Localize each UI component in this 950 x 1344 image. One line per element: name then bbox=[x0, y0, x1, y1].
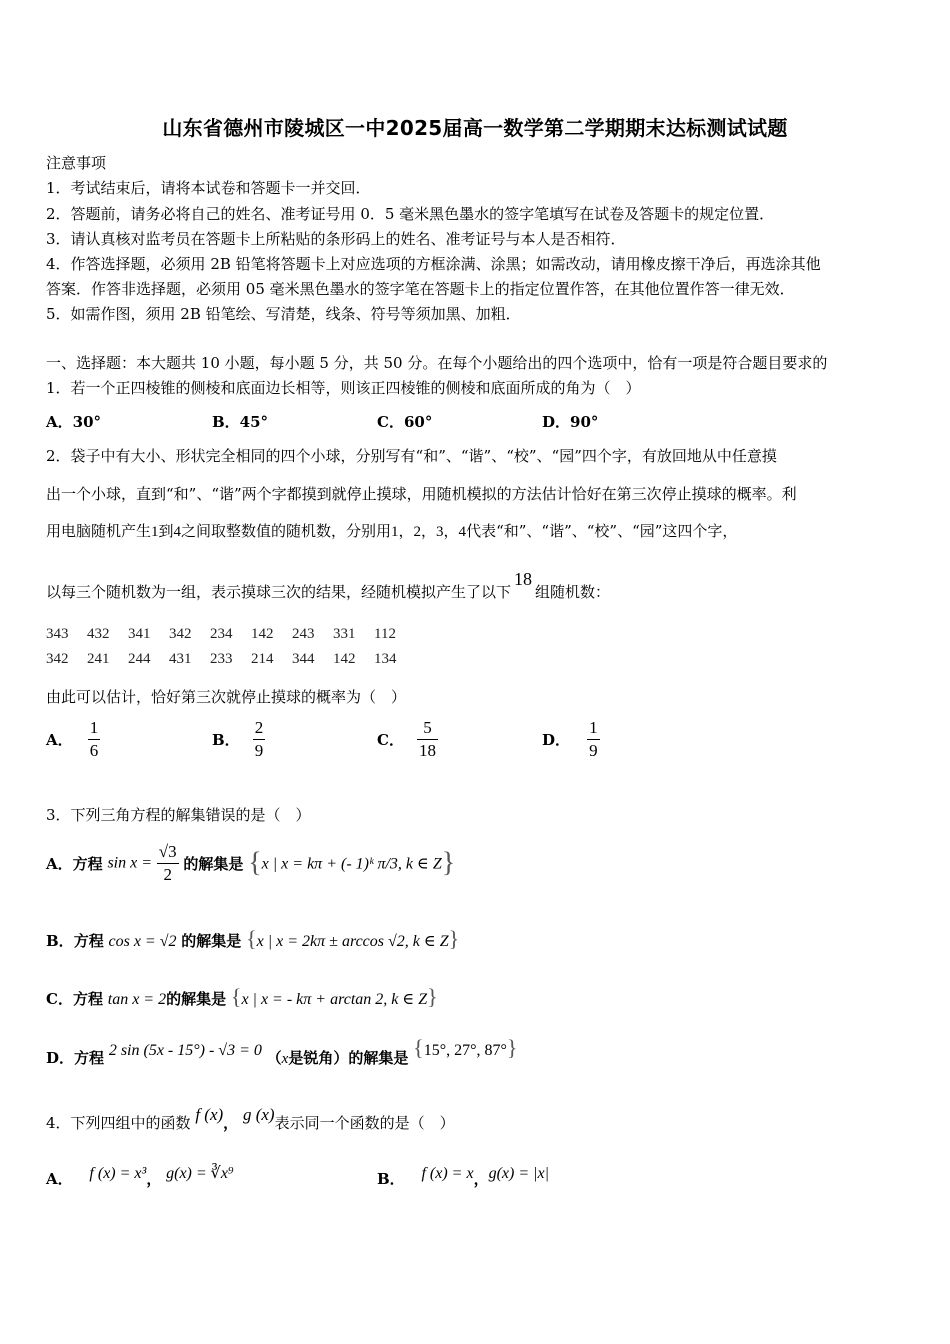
q4-option-b: B． f (x) = x，g(x) = |x| bbox=[377, 1165, 550, 1188]
question-2-line-1: 2．袋子中有大小、形状完全相同的四个小球，分别写有“和”、“谐”、“校”、“园”四个字，有放回地从中任意摸 bbox=[46, 447, 777, 465]
q3-option-a: A．方程 sin x = $\frac{√3}{2}$ 的解集是 {x | x = kπ + (- 1)ᵏ π/3, k ∈ Z} bbox=[46, 842, 456, 884]
notice-item-4: 4．作答选择题，必须用 2B 铅笔将答题卡上对应选项的方框涂满、涂黑；如需改动，请用橡皮擦干净后，再选涂其他 bbox=[46, 255, 821, 273]
notice-heading: 注意事项 bbox=[46, 154, 107, 172]
question-2-line-2: 出一个小球，直到“和”、“谐”两个字都摸到就停止摸球，用随机模拟的方法估计恰好在第三次停止摸球的概率。利 bbox=[46, 485, 797, 503]
question-2-ask: 由此可以估计，恰好第三次就停止摸球的概率为（ ） bbox=[46, 688, 407, 706]
q1-option-b: B．45° bbox=[212, 413, 269, 431]
q2-option-a: A． $\frac{1}{6}$ bbox=[46, 718, 99, 760]
solution-set: 15°, 27°, 87° bbox=[423, 1042, 507, 1059]
random-numbers-row-2: 342 241 244 431 233 214 344 142 134 bbox=[46, 651, 397, 667]
q1-option-c: C．60° bbox=[377, 413, 433, 431]
question-4-stem: 4．下列四组中的函数 f (x)， g (x)表示同一个函数的是（ ） bbox=[46, 1105, 455, 1132]
question-1-stem: 1．若一个正四棱锥的侧棱和底面边长相等，则该正四棱锥的侧棱和底面所成的角为（ ） bbox=[46, 379, 641, 397]
page-title: 山东省德州市陵城区一中2025届高一数学第二学期期末达标测试试题 bbox=[162, 116, 788, 140]
solution-set: x | x = 2kπ ± arccos √2, k ∈ Z bbox=[256, 933, 449, 950]
notice-item-5: 5．如需作图，须用 2B 铅笔绘、写清楚，线条、符号等须加黑、加粗． bbox=[46, 305, 521, 323]
question-3-stem: 3．下列三角方程的解集错误的是（ ） bbox=[46, 806, 311, 824]
q4-option-a: A． f (x) = x³， g(x) = ∛x⁹ bbox=[46, 1165, 234, 1188]
notice-item-1: 1．考试结束后，请将本试卷和答题卡一并交回． bbox=[46, 179, 371, 197]
q2-count: 18 bbox=[514, 569, 533, 589]
fraction: $\frac{√3}{2}$ bbox=[158, 842, 177, 884]
notice-item-3: 3．请认真核对监考员在答题卡上所粘贴的条形码上的姓名、准考证号与本人是否相符． bbox=[46, 230, 626, 248]
q2-option-d: D． $\frac{1}{9}$ bbox=[542, 718, 598, 760]
fraction: $\frac{1}{9}$ bbox=[589, 718, 598, 760]
fraction: $\frac{2}{9}$ bbox=[254, 718, 264, 760]
q3-option-c: C．方程 tan x = 2的解集是 {x | x = - kπ + arctan 2, k ∈ Z} bbox=[46, 984, 438, 1009]
q3-option-b: B．方程 cos x = √2 的解集是 {x | x = 2kπ ± arccos √2, k ∈ Z} bbox=[46, 926, 460, 951]
section-heading: 一、选择题：本大题共 10 小题，每小题 5 分，共 50 分。在每个小题给出的四个选项中，恰有一项是符合题目要求的 bbox=[46, 354, 828, 372]
notice-item-4-cont: 答案．作答非选择题，必须用 05 毫米黑色墨水的签字笔在答题卡上的指定位置作答，在其他位置作答一律无效． bbox=[46, 280, 795, 298]
q3-option-d: D．方程 2 sin (5x - 15°) - √3 = 0 （x是锐角）的解集是 {15°, 27°, 87°} bbox=[46, 1035, 518, 1067]
notice-item-2: 2．答题前，请务必将自己的姓名、准考证号用 0．5 毫米黑色墨水的签字笔填写在试卷及答题卡的规定位置． bbox=[46, 205, 775, 223]
solution-set: x | x = - kπ + arctan 2, k ∈ Z bbox=[241, 991, 428, 1008]
random-numbers-row-1: 343 432 341 342 234 142 243 331 112 bbox=[46, 626, 396, 642]
q1-option-a: A．30° bbox=[46, 413, 102, 431]
q1-option-d: D．90° bbox=[542, 413, 599, 431]
question-2-line-3: 用电脑随机产生1到4之间取整数值的随机数，分别用1，2，3，4代表“和”、“谐”、“校”、“园”这四个字， bbox=[46, 522, 738, 540]
question-2-line-4: 以每三个随机数为一组，表示摸球三次的结果，经随机模拟产生了以下18组随机数： bbox=[46, 569, 611, 601]
q2-option-c: C． $\frac{5}{18}$ bbox=[377, 718, 437, 760]
q2-option-b: B． $\frac{2}{9}$ bbox=[212, 718, 264, 760]
solution-set: x | x = kπ + (- 1)ᵏ π/3, k ∈ Z bbox=[261, 855, 442, 873]
fraction: $\frac{1}{6}$ bbox=[89, 718, 99, 760]
fraction: $\frac{5}{18}$ bbox=[419, 718, 437, 760]
